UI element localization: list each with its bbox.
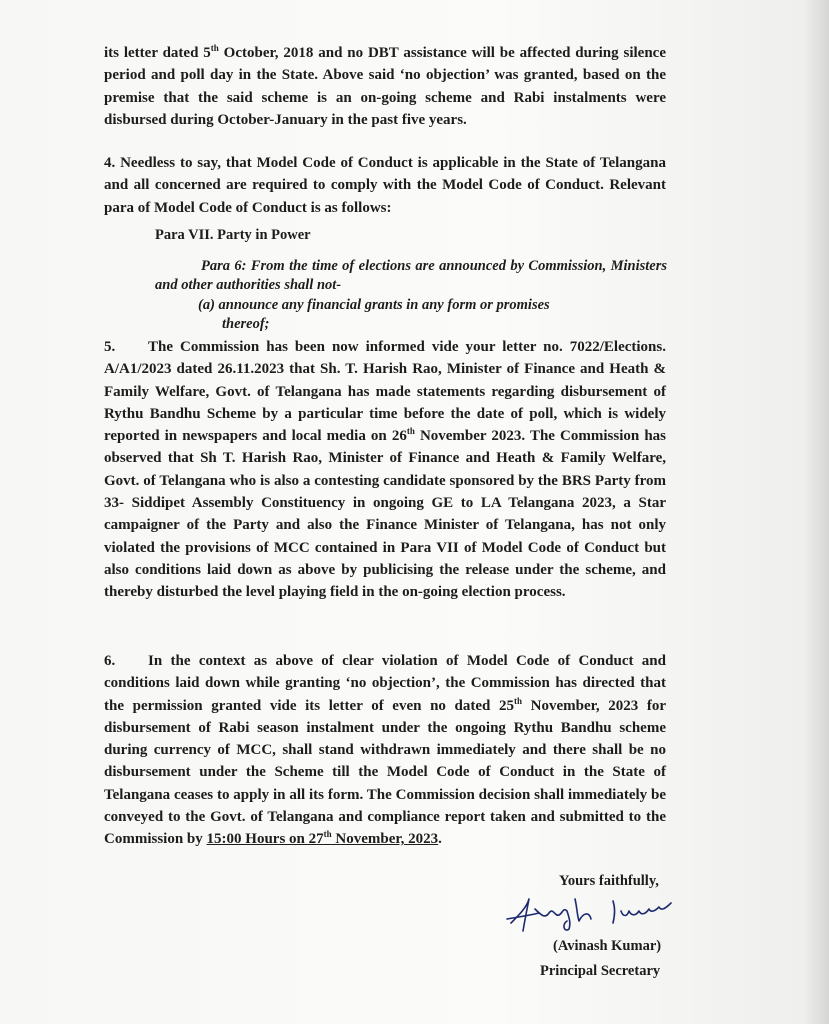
signatory-name: (Avinash Kumar)	[553, 938, 662, 954]
p6-text-a: In the context as above of clear violation of Model Code of Conduct and conditions laid down while granting ‘no objection’, the Commission has directed that the permission granted vide its letter of even no dated 25	[104, 653, 666, 714]
signatory-designation: Principal Secretary	[540, 963, 661, 979]
p6-end: .	[438, 831, 442, 848]
quote-item-a-line2: thereof;	[222, 316, 270, 332]
p1-text-a: its letter dated 5	[104, 45, 211, 61]
p5-text-b: November 2023. The Commission has observed that Sh T. Harish Rao, Minister of Finance and Heath & Family Welfare, Govt. of Telangana who is also a contesting candidate sponsored by the BRS Party from 33- Siddipet Assembly Constituency in ongoing GE to LA Telangana 2023, a Star campaigner of the Party and also the Finance Minister of Telangana, has not only violated the provisions of MCC contained in Para VII of Model Code of Conduct but also conditions laid down as above by publicising the release under the scheme, and thereby disturbed the level playing field in the on-going election process.	[104, 428, 666, 601]
paragraph-5	[104, 336, 666, 604]
page-edge-shadow	[803, 0, 829, 1024]
deadline-a: 15:00 Hours on 27	[206, 831, 324, 848]
quote-item-a-line1: (a) announce any financial grants in any form or promises	[198, 297, 550, 313]
paragraph-4: 4. Needless to say, that Model Code of Conduct is applicable in the State of Telangana and all concerned are required to comply with the Model Code of Conduct. Relevant para of Model Code of Conduct is as follows:	[104, 155, 666, 216]
p5-text-a: The Commission has been now informed vide your letter no. 7022/Elections. A/A1/2023 dated 26.11.2023 that Sh. T. Harish Rao, Minister of Finance and Heath & Family Welfare, Govt. of Telangana has made statements regarding disbursement of Rythu Bandhu Scheme by a particular time before the date of poll, which is widely reported in newspapers and local media on 26	[104, 339, 666, 445]
p6-number: 6.	[104, 653, 116, 669]
paragraph-6	[104, 650, 666, 851]
p1-text-b: October, 2018 and no DBT assistance will be affected during silence period and poll day in the State. Above said ‘no objection’ was granted, based on the premise that the said scheme is an on-going scheme and Rabi instalments were disbursed during October-January in the past five years.	[104, 45, 666, 128]
closing-salutation: Yours faithfully,	[559, 873, 659, 889]
deadline-underlined	[207, 831, 439, 847]
p5-number: 5.	[104, 339, 116, 355]
quote-item-a	[198, 296, 667, 334]
quote-heading: Para VII. Party in Power	[155, 227, 311, 243]
p6-text-b: November, 2023 for disbursement of Rabi season instalment under the ongoing Rythu Bandhu scheme during currency of MCC, shall stand withdrawn immediately and there shall be no disbursement under the Scheme till the Model Code of Conduct in the State of Telangana ceases to apply in all its form. The Commission decision shall immediately be conveyed to the Govt. of Telangana and compliance report taken and submitted to the Commission by	[104, 697, 667, 848]
deadline-b: November, 2023	[331, 831, 439, 848]
handwritten-signature	[505, 893, 680, 937]
deadline-sup: th	[323, 829, 332, 840]
quote-para-6: Para 6: From the time of elections are announced by Commission, Ministers and other authorities shall not-	[155, 258, 667, 293]
paragraph-continued	[104, 42, 666, 131]
p5-sup: th	[406, 426, 415, 437]
p1-sup: th	[210, 43, 219, 53]
p6-sup: th	[513, 695, 522, 706]
